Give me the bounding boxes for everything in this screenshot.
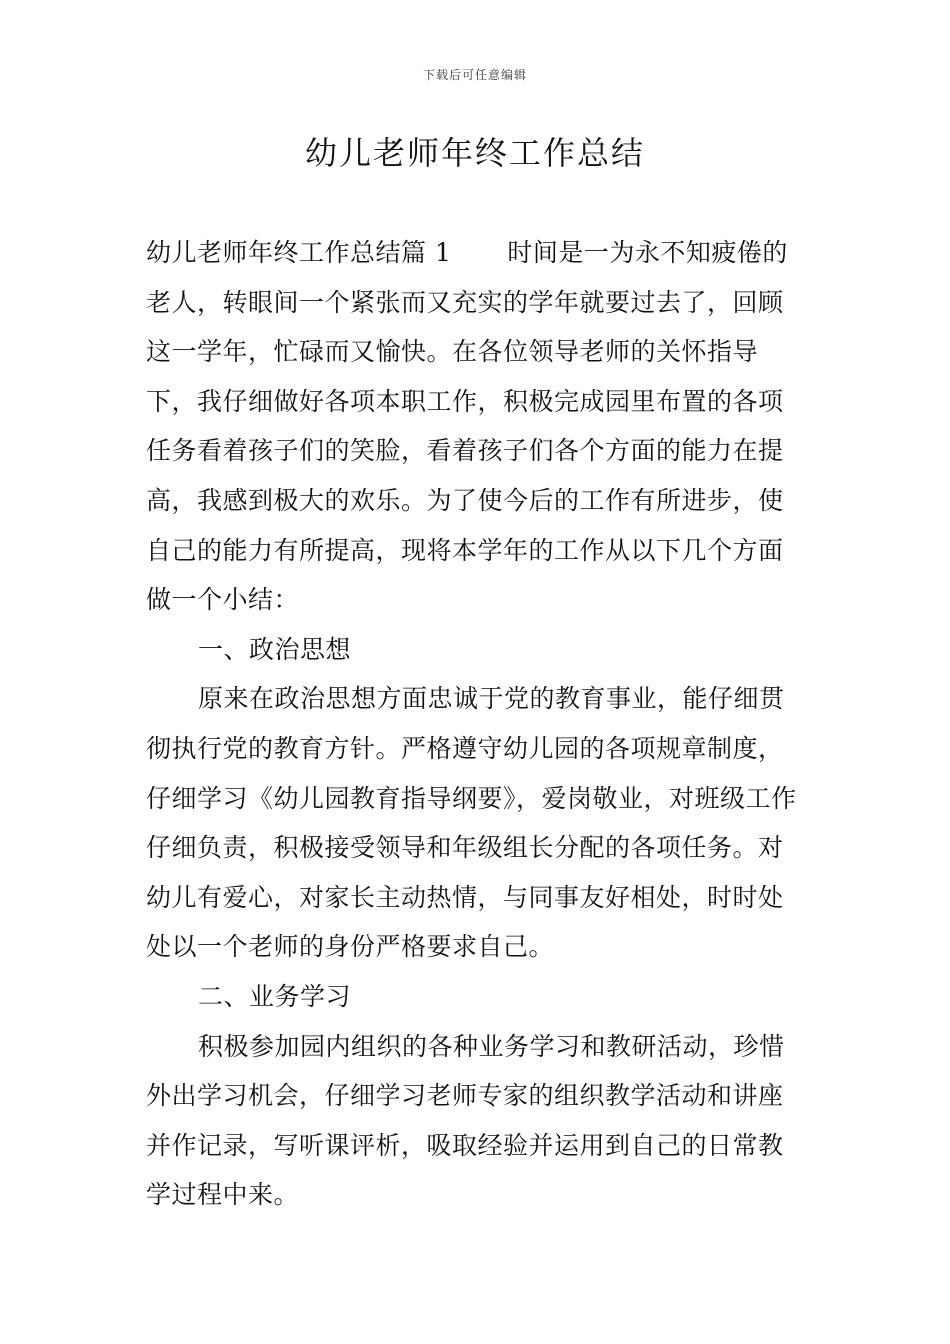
document-body <box>146 228 808 1220</box>
section-body-study: 积极参加园内组织的各种业务学习和教研活动，珍惜外出学习机会，仔细学习老师专家的组织教学活动和讲座并作记录，写听课评析，吸取经验并运用到自己的日常教学过程中来。 <box>146 1031 785 1210</box>
section-heading-study: 二、业务学习 <box>198 981 352 1011</box>
document-title: 幼儿老师年终工作总结 <box>304 134 645 172</box>
section-heading-politics: 一、政治思想 <box>198 634 352 664</box>
intro-body: 时间是一为永不知疲倦的老人，转眼间一个紧张而又充实的学年就要过去了，回顾这一学年，忙碌而又愉快。在各位领导老师的关怀指导下，我仔细做好各项本职工作，积极完成园里布置的各项任务看着孩子们的笑脸，看着孩子们各个方面的能力在提高，我感到极大的欢乐。为了使今后的工作有所进步，使自己的能力有所提高，现将本学年的工作从以下几个方面做一个小结： <box>146 238 788 615</box>
header-note: 下载后可任意编辑 <box>422 68 527 82</box>
intro-lead: 幼儿老师年终工作总结篇 1 <box>146 238 452 267</box>
intro-paragraph <box>146 228 808 625</box>
section-body-politics: 原来在政治思想方面忠诚于党的教育事业，能仔细贯彻执行党的教育方针。严格遵守幼儿园的各项规章制度，仔细学习《幼儿园教育指导纲要》，爱岗敬业，对班级工作仔细负责，积极接受领导和年级组长分配的各项任务。对幼儿有爱心，对家长主动热情，与同事友好相处，时时处处以一个老师的身份严格要求自己。 <box>146 684 797 962</box>
